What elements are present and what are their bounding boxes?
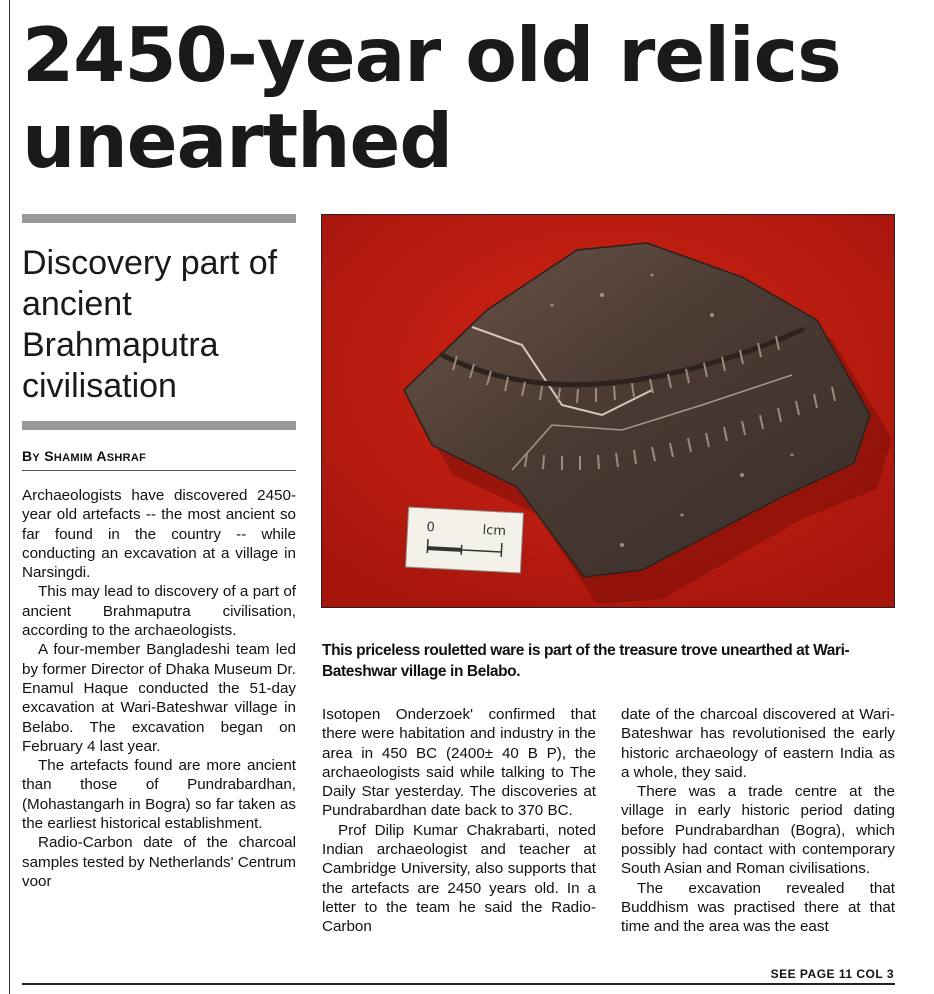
headline-line-1: 2450-year old relics	[22, 11, 841, 99]
photo-caption: This priceless rouletted ware is part of the treasure trove unearthed at Wari-Bateshwar village in Belabo.	[322, 642, 850, 680]
paragraph: The artefacts found are more ancient than those of Pundrabardhan, (Mohastangarh in Bogra) so far taken as the earliest historical establishment.	[22, 757, 296, 833]
body-column-3	[621, 705, 895, 937]
deck-top-rule	[22, 214, 296, 223]
jump-line: SEE PAGE 11 COL 3	[770, 967, 894, 981]
paragraph: A four-member Bangladeshi team led by former Director of Dhaka Museum Dr. Enamul Haque conducted the 51-day excavation at Wari-Bateshwar village in Belabo. The excavation began on February 4 last year.	[22, 641, 296, 755]
body-column-1	[22, 486, 296, 891]
scale-card	[406, 507, 524, 573]
paragraph: date of the charcoal discovered at Wari-Bateshwar has revolutionised the early historic archaeology of eastern India as a whole, they said.	[621, 706, 895, 781]
paragraph: This may lead to discovery of a part of ancient Brahmaputra civilisation, according to the archaeologists.	[22, 583, 296, 640]
headline	[22, 12, 922, 184]
scale-cm-label: lcm	[482, 522, 507, 540]
paragraph: Prof Dilip Kumar Chakrabarti, noted Indian archaeologist and teacher at Cambridge University, also supports that the artefacts are 2450 years old. In a letter to the team he said the Radio-Carbon	[322, 821, 596, 936]
deck-block	[22, 214, 296, 471]
paragraph: There was a trade centre at the village in early historic period dating before Pundrabardhan (Bogra), which possibly had contact with contemporary South Asian and Roman civilisations.	[621, 783, 895, 878]
rouletted-ware-image	[322, 215, 895, 608]
headline-line-2: unearthed	[22, 97, 453, 185]
paragraph: Archaeologists have discovered 2450-year old artefacts -- the most ancient so far found in the country -- while conducting an excavation at a village in Narsingdi.	[22, 487, 296, 582]
paragraph: Radio-Carbon date of the charcoal samples tested by Netherlands' Centrum voor	[22, 834, 296, 890]
deck-bottom-rule	[22, 421, 296, 430]
artifact-photo	[321, 214, 895, 608]
body-column-2	[322, 705, 596, 937]
deck-subheadline: Discovery part of ancient Brahmaputra civilisation	[22, 244, 278, 405]
paragraph: Isotopen Onderzoek' confirmed that there were habitation and industry in the area in 450 BC (2400± 40 B P), the archaeologists said while talking to The Daily Star yesterday. The discoveries at Pundrabardhan date back to 370 BC.	[322, 706, 596, 820]
byline: BY SHAMIM ASHRAF	[22, 448, 296, 471]
bottom-rule	[22, 983, 895, 985]
paragraph: The excavation revealed that Buddhism was practised there at that time and the area was the east	[621, 879, 895, 936]
scale-zero-label: 0	[426, 520, 436, 536]
page-edge-rule	[9, 0, 10, 994]
